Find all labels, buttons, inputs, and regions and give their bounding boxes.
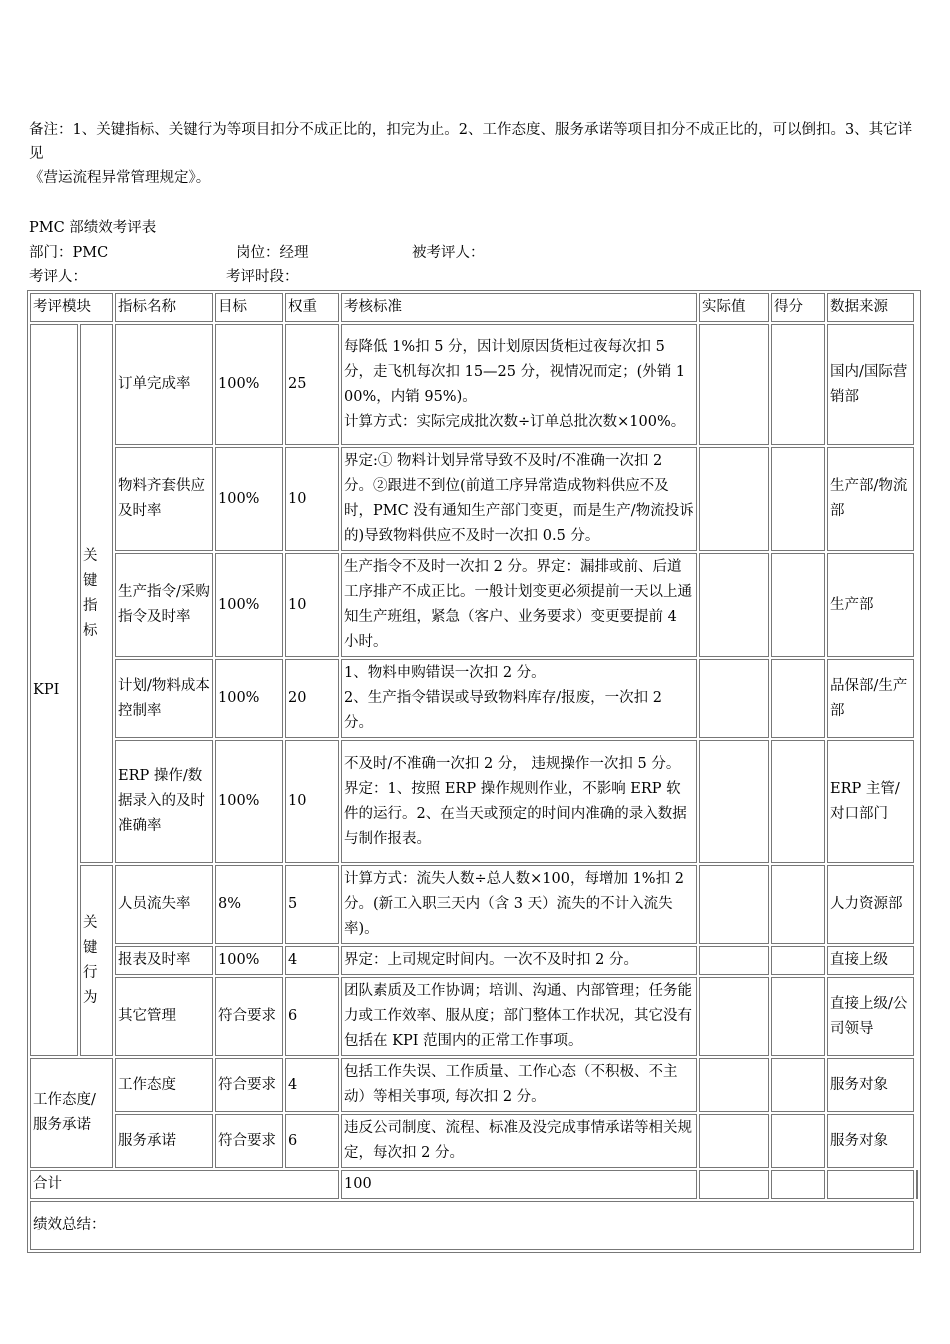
indicator-weight: 10 xyxy=(285,447,339,551)
department-label: 部门：PMC xyxy=(29,245,109,261)
indicator-weight: 6 xyxy=(285,1114,339,1168)
actual-value-cell[interactable] xyxy=(699,659,769,738)
score-cell[interactable] xyxy=(771,659,825,738)
indicator-standard: 生产指令不及时一次扣 2 分。界定：漏排或前、后道工序排产不成正比。一般计划变更必须提前一天以上通知生产班组，紧急（客户、业务要求）变更要提前 4 小时。 xyxy=(341,553,697,657)
form-info-row-2 xyxy=(29,265,921,289)
table-row xyxy=(30,946,918,975)
remarks-line-2: 《营运流程异常管理规定》。 xyxy=(29,170,211,186)
indicator-standard: 团队素质及工作协调；培训、沟通、内部管理；任务能力或工作效率、服从度；部门整体工作状况，其它没有包括在 KPI 范围内的正常工作事项。 xyxy=(341,977,697,1056)
indicator-weight: 20 xyxy=(285,659,339,738)
actual-value-cell[interactable] xyxy=(699,447,769,551)
remarks-line-1: 备注：1、关键指标、关键行为等项目扣分不成正比的，扣完为止。2、工作态度、服务承诺等项目扣分不成正比的，可以倒扣。3、其它详见 xyxy=(29,122,913,162)
header-actual: 实际值 xyxy=(699,293,769,322)
indicator-target: 100% xyxy=(215,553,283,657)
header-score: 得分 xyxy=(771,293,825,322)
table-row xyxy=(30,659,918,738)
indicator-weight: 6 xyxy=(285,977,339,1056)
indicator-source: ERP 主管/对口部门 xyxy=(827,740,914,863)
score-cell[interactable] xyxy=(771,1058,825,1112)
total-source-cell xyxy=(916,1170,918,1199)
indicator-source: 人力资源部 xyxy=(827,865,914,944)
indicator-name: ERP 操作/数据录入的及时准确率 xyxy=(115,740,213,863)
indicator-target: 100% xyxy=(215,447,283,551)
indicator-target: 8% xyxy=(215,865,283,944)
indicator-name: 报表及时率 xyxy=(115,946,213,975)
remarks-note xyxy=(29,118,921,190)
score-cell[interactable] xyxy=(771,977,825,1056)
score-cell[interactable] xyxy=(771,865,825,944)
indicator-target: 100% xyxy=(215,659,283,738)
standard-formula: 计算方式：实际完成批次数÷订单总批次数×100%。 xyxy=(344,413,686,430)
indicator-standard xyxy=(341,740,697,863)
score-cell[interactable] xyxy=(771,324,825,445)
table-row xyxy=(30,740,918,863)
indicator-standard xyxy=(341,659,697,738)
indicator-source: 直接上级/公司领导 xyxy=(827,977,914,1056)
indicator-name: 生产指令/采购指令及时率 xyxy=(115,553,213,657)
actual-value-cell[interactable] xyxy=(699,740,769,863)
table-row xyxy=(30,553,918,657)
standard-definition: 界定：1、按照 ERP 操作规则作业，不影响 ERP 软件的运行。2、在当天或预定的时间内准确的录入数据与制作报表。 xyxy=(344,780,687,847)
standard-item-2: 2、生产指令错误或导致物料库存/报废，一次扣 2 分。 xyxy=(344,690,662,731)
indicator-source: 生产部/物流部 xyxy=(827,447,914,551)
indicator-target: 100% xyxy=(215,946,283,975)
actual-value-cell[interactable] xyxy=(699,946,769,975)
indicator-weight: 25 xyxy=(285,324,339,445)
indicator-source: 服务对象 xyxy=(827,1058,914,1112)
score-cell[interactable] xyxy=(771,740,825,863)
indicator-name: 订单完成率 xyxy=(115,324,213,445)
table-row xyxy=(30,447,918,551)
total-weight: 100 xyxy=(341,1170,697,1199)
indicator-weight: 5 xyxy=(285,865,339,944)
kpi-module-cell: KPI xyxy=(30,324,78,1056)
key-indicators-cell: 关键指标 xyxy=(80,324,113,863)
form-title: PMC 部绩效考评表 xyxy=(29,220,157,236)
indicator-source: 品保部/生产部 xyxy=(827,659,914,738)
actual-value-cell[interactable] xyxy=(699,1058,769,1112)
actual-value-cell[interactable] xyxy=(699,1114,769,1168)
score-cell[interactable] xyxy=(771,553,825,657)
score-cell[interactable] xyxy=(771,447,825,551)
standard-text: 不及时/不准确一次扣 2 分， 违规操作一次扣 5 分。 xyxy=(344,755,681,772)
key-behaviors-cell: 关键行为 xyxy=(80,865,113,1056)
indicator-target: 100% xyxy=(215,324,283,445)
actual-value-cell[interactable] xyxy=(699,865,769,944)
performance-summary[interactable]: 绩效总结： xyxy=(30,1201,914,1250)
header-module: 考评模块 xyxy=(30,293,113,322)
period-label: 考评时段： xyxy=(226,269,299,285)
indicator-target: 100% xyxy=(215,740,283,863)
indicator-name: 其它管理 xyxy=(115,977,213,1056)
table-row xyxy=(30,1058,918,1112)
header-standard: 考核标准 xyxy=(341,293,697,322)
kpi-table xyxy=(27,290,921,1253)
summary-row xyxy=(30,1201,918,1250)
appraiser-label: 考评人： xyxy=(29,269,87,285)
header-weight: 权重 xyxy=(285,293,339,322)
indicator-target: 符合要求 xyxy=(215,1058,283,1112)
table-row xyxy=(30,977,918,1056)
indicator-source: 服务对象 xyxy=(827,1114,914,1168)
header-target: 目标 xyxy=(215,293,283,322)
indicator-weight: 10 xyxy=(285,740,339,863)
indicator-weight: 10 xyxy=(285,553,339,657)
indicator-standard: 界定:① 物料计划异常导致不及时/不准确一次扣 2 分。②跟进不到位(前道工序异常造成物料供应不及时，PMC 没有通知生产部门变更，而是生产/物流投诉的)导致物料供应不及时一次扣 0.5 分。 xyxy=(341,447,697,551)
indicator-standard: 违反公司制度、流程、标准及没完成事情承诺等相关规定，每次扣 2 分。 xyxy=(341,1114,697,1168)
attitude-module-cell: 工作态度/服务承诺 xyxy=(30,1058,113,1168)
form-info-row-1 xyxy=(29,241,921,265)
indicator-standard: 界定：上司规定时间内。一次不及时扣 2 分。 xyxy=(341,946,697,975)
total-score-cell[interactable] xyxy=(827,1170,914,1199)
position-label: 岗位：经理 xyxy=(236,245,309,261)
indicator-weight: 4 xyxy=(285,946,339,975)
total-actual-cell[interactable] xyxy=(771,1170,825,1199)
appraisee-label: 被考评人： xyxy=(412,245,485,261)
standard-item-1: 1、物料申购错误一次扣 2 分。 xyxy=(344,665,546,681)
total-standard-cell xyxy=(699,1170,769,1199)
score-cell[interactable] xyxy=(771,1114,825,1168)
indicator-source: 直接上级 xyxy=(827,946,914,975)
total-label: 合计 xyxy=(30,1170,339,1199)
table-row xyxy=(30,865,918,944)
header-indicator: 指标名称 xyxy=(115,293,213,322)
indicator-source: 生产部 xyxy=(827,553,914,657)
indicator-name: 工作态度 xyxy=(115,1058,213,1112)
indicator-name: 计划/物料成本控制率 xyxy=(115,659,213,738)
indicator-standard xyxy=(341,324,697,445)
indicator-name: 人员流失率 xyxy=(115,865,213,944)
indicator-standard: 计算方式：流失人数÷总人数×100，每增加 1%扣 2 分。(新工入职三天内（含 3 天）流失的不计入流失率)。 xyxy=(341,865,697,944)
indicator-name: 物料齐套供应及时率 xyxy=(115,447,213,551)
actual-value-cell[interactable] xyxy=(699,324,769,445)
total-row xyxy=(30,1170,918,1199)
table-row xyxy=(30,324,918,445)
indicator-name: 服务承诺 xyxy=(115,1114,213,1168)
table-row xyxy=(30,1114,918,1168)
indicator-source: 国内/国际营销部 xyxy=(827,324,914,445)
indicator-weight: 4 xyxy=(285,1058,339,1112)
actual-value-cell[interactable] xyxy=(699,553,769,657)
score-cell[interactable] xyxy=(771,946,825,975)
standard-text: 每降低 1%扣 5 分，因计划原因货柜过夜每次扣 5 分，走飞机每次扣 15—25 分，视情况而定；(外销 100%，内销 95%)。 xyxy=(344,338,686,405)
indicator-target: 符合要求 xyxy=(215,977,283,1056)
header-source: 数据来源 xyxy=(827,293,914,322)
indicator-standard: 包括工作失误、工作质量、工作心态（不积极、不主动）等相关事项, 每次扣 2 分。 xyxy=(341,1058,697,1112)
actual-value-cell[interactable] xyxy=(699,977,769,1056)
indicator-target: 符合要求 xyxy=(215,1114,283,1168)
header-row xyxy=(30,293,918,322)
